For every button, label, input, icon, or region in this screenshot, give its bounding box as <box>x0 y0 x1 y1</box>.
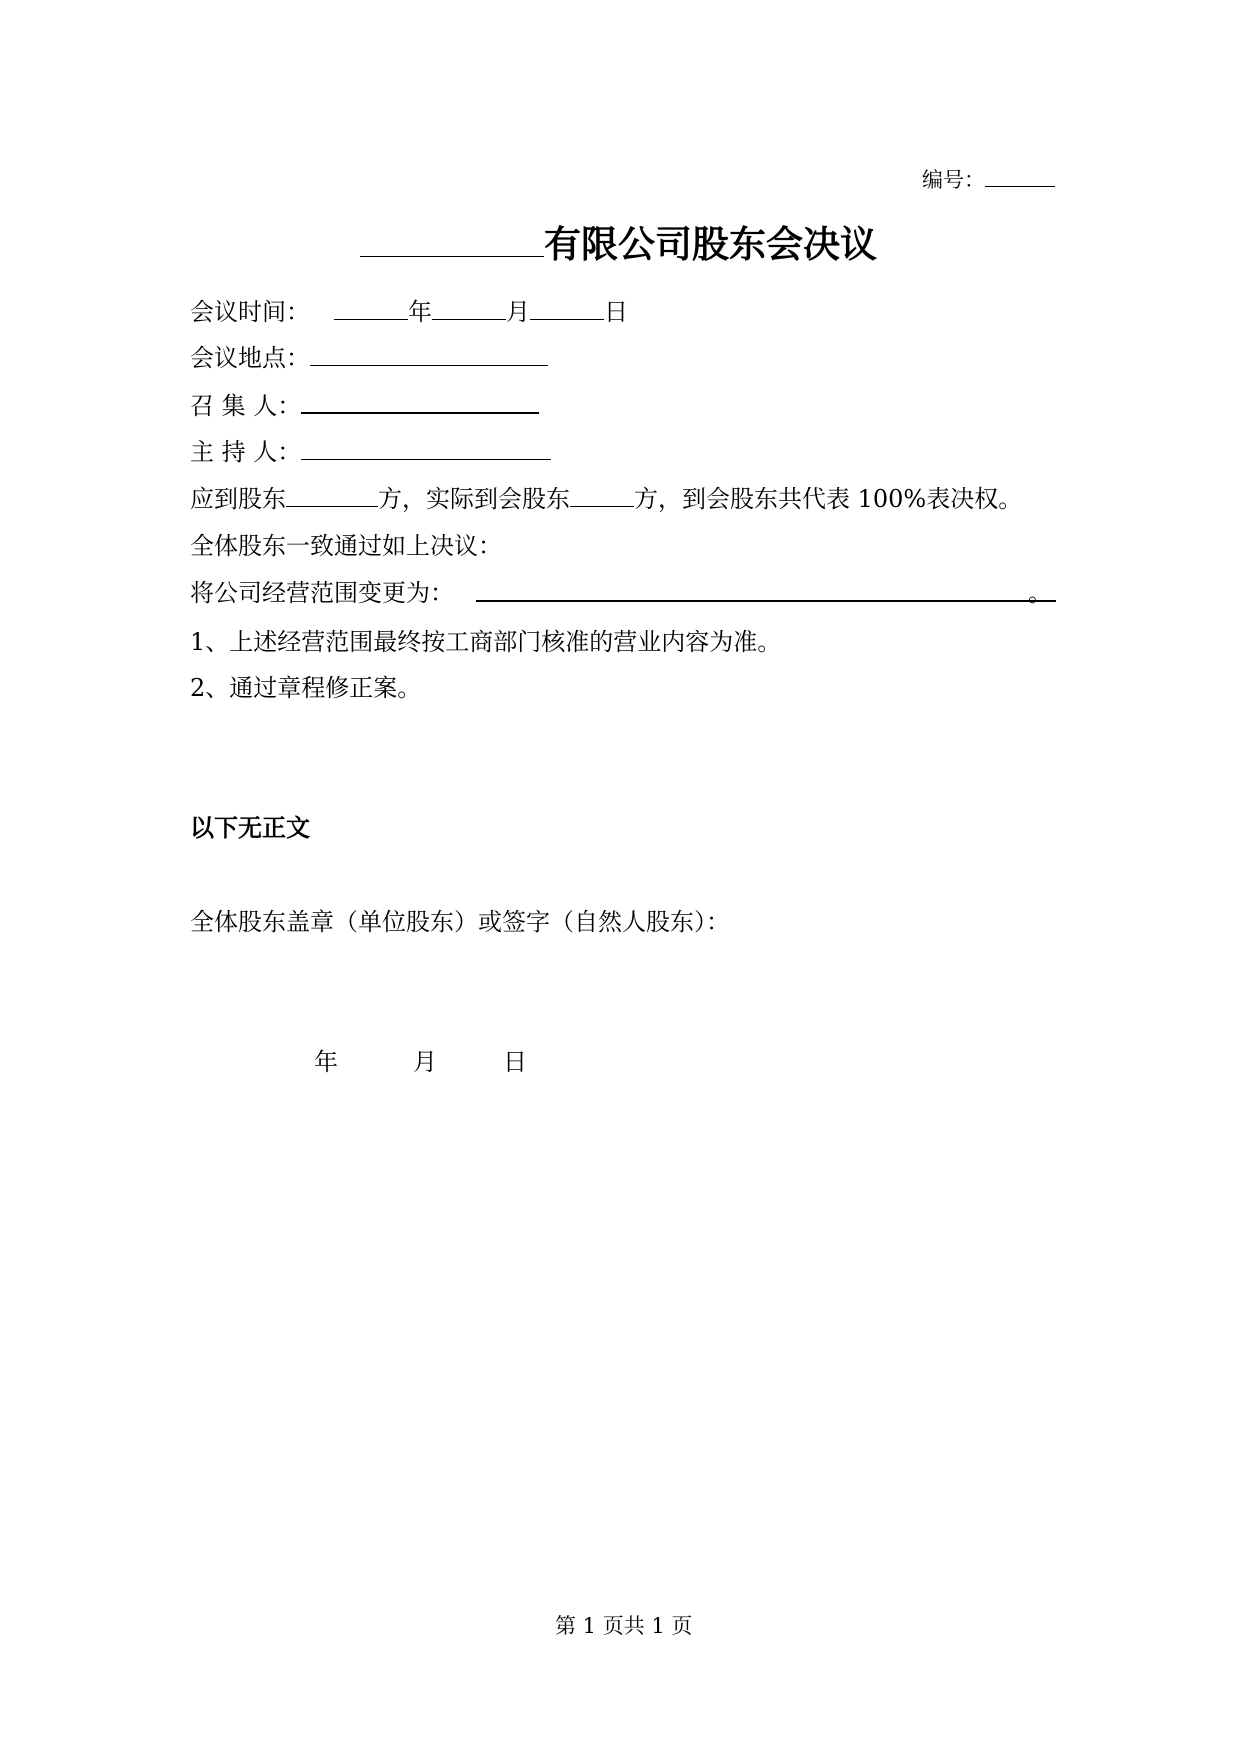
document-number-label: 编号： <box>922 168 985 192</box>
meeting-month-unit: 月 <box>506 298 530 326</box>
meeting-day-unit: 日 <box>604 298 628 326</box>
end-note: 以下无正文 <box>190 813 310 842</box>
meeting-day-blank <box>530 297 604 320</box>
host-blank <box>301 437 551 460</box>
meeting-time-label: 会议时间： <box>190 298 310 326</box>
meeting-location-label: 会议地点： <box>190 344 310 372</box>
title-text: 有限公司股东会决议 <box>544 222 877 266</box>
document-number-blank <box>985 164 1055 187</box>
meeting-time-row <box>190 297 628 327</box>
signature-year: 年 <box>314 1048 338 1076</box>
meeting-location-row <box>190 343 548 373</box>
host-row <box>190 437 551 467</box>
meeting-year-unit: 年 <box>408 298 432 326</box>
expected-shareholders-blank <box>286 484 378 507</box>
company-name-blank <box>360 220 544 257</box>
meeting-location-blank <box>310 343 548 366</box>
scope-change-end: 。 <box>1028 579 1052 607</box>
attendance-part1: 应到股东 <box>190 485 286 513</box>
host-label: 主 持 人： <box>190 438 302 466</box>
resolution-item-2: 2、通过章程修正案。 <box>190 674 422 702</box>
scope-change-label: 将公司经营范围变更为： <box>190 579 454 607</box>
page-title <box>360 220 877 266</box>
meeting-year-blank <box>334 297 408 320</box>
scope-change-blank <box>476 578 1056 607</box>
signature-month: 月 <box>413 1048 437 1076</box>
attendance-part3: 方，到会股东共代表 100%表决权。 <box>634 485 1023 513</box>
convener-blank <box>301 390 539 414</box>
meeting-month-blank <box>432 297 506 320</box>
attendance-row <box>190 484 1022 514</box>
convener-label: 召 集 人： <box>190 392 302 420</box>
attendance-part2: 方，实际到会股东 <box>378 485 570 513</box>
actual-shareholders-blank <box>570 484 634 507</box>
resolution-intro: 全体股东一致通过如上决议： <box>190 532 502 560</box>
document-number <box>922 164 1055 195</box>
convener-row <box>190 390 539 421</box>
signature-label: 全体股东盖章（单位股东）或签字（自然人股东）： <box>190 908 730 936</box>
resolution-item-1: 1、上述经营范围最终按工商部门核准的营业内容为准。 <box>190 628 782 656</box>
scope-change-row <box>190 578 1056 608</box>
page-footer: 第 1 页共 1 页 <box>555 1614 693 1638</box>
signature-day: 日 <box>503 1048 527 1076</box>
